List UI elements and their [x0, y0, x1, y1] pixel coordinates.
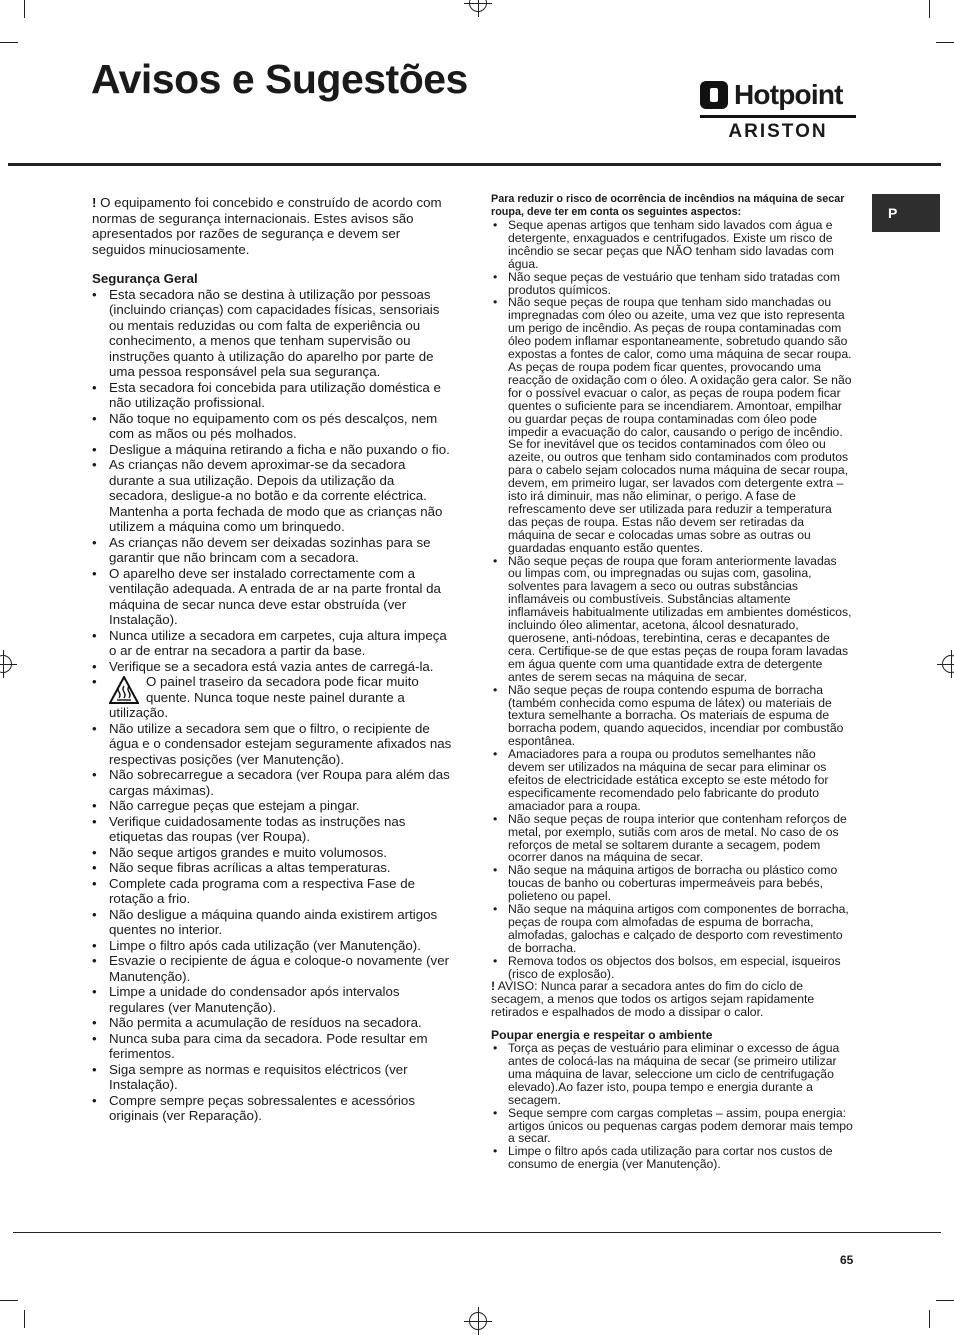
hot-surface-warning-icon: [109, 676, 139, 704]
crop-mark: [936, 42, 954, 43]
list-item: • Não seque peças de vestuário que tenham sido tratadas com produtos químicos.: [491, 271, 853, 297]
list-item: • Não utilize a secadora sem que o filtro, o recipiente de água e o condensador estejam seguramente afixados nas respectivas posições (ver Manutenção).: [92, 721, 452, 768]
hotpoint-logo-icon: [700, 81, 728, 109]
list-item: • Esta secadora não se destina à utilização por pessoas (incluindo crianças) com capacidades físicas, sensoriais ou mentais reduzidas ou com falta de experiência ou conhecimento, a menos que tenham supervisão ou instruções quanto à utilização do aparelho por parte de uma pessoa responsável pela sua segurança.: [92, 287, 452, 380]
brand-logo: [700, 78, 856, 143]
list-item-text: O painel traseiro da secadora pode ficar muito quente. Nunca toque neste painel durante a utilização.: [109, 674, 419, 720]
list-item: • Nunca utilize a secadora em carpetes, cuja altura impeça o ar de entrar na secadora a partir da base.: [92, 628, 452, 659]
list-item: • Não seque peças de roupa que tenham sido manchadas ou impregnadas com óleo ou azeite, uma vez que isto representa um perigo de incêndio. As peças de roupa contaminadas com óleo podem inflamar espontaneamente, sobretudo quando são expostas a fontes de calor, como uma máquina de secar roupa. As peças de roupa podem ficar quentes, provocando uma reacção de oxidação com o óleo. A oxidação gera calor. Se não for o possível evacuar o calor, as peças de roupa podem ficar quentes o suficiente para se incendiarem. Amontoar, empilhar ou guardar peças de roupa contaminadas com óleo pode impedir a evacuação do calor, causando o perigo de incêndio. Se for inevitável que os tecidos contaminados com óleo ou azeite, ou outros que tenham sido contaminados com produtos para o cabelo sejam colocados numa máquina de secar roupa, devem, em primeiro lugar, ser lavados com detergente extra – isto irá diminuir, mas não eliminar, o perigo. A fase de refrescamento deve ser utilizada para reduzir a temperatura das peças de roupa. Estas não devem ser retiradas da máquina de secar e colocadas umas sobre as outras ou guardadas enquanto estão quentes.: [491, 296, 853, 554]
registration-mark-icon: [469, 1312, 487, 1330]
warning-paragraph: [491, 980, 853, 1019]
exclamation-mark: !: [491, 979, 496, 994]
list-item: • Não seque peças de roupa que foram anteriormente lavadas ou limpas com, ou impregnadas ou sujas com, gasolina, solventes para lavagem a seco ou outras substâncias inflamáveis ou combustíveis. Substâncias altamente inflamáveis habitualmente utilizadas em ambientes domésticos, incluindo óleo alimentar, acetona, álcool desnaturado, querosene, anti-nódoas, terebintina, ceras e decapantes de cera. Certifique-se de que estas peças de roupa foram lavadas em água quente com uma quantidade extra de detergente antes de serem secas na máquina de secar.: [491, 555, 853, 684]
crop-mark: [936, 1300, 954, 1301]
list-item: • O aparelho deve ser instalado correctamente com a ventilação adequada. A entrada de ar na parte frontal da máquina de secar nunca deve estar obstruída (ver Instalação).: [92, 566, 452, 628]
page-title: Avisos e Sugestões: [91, 56, 468, 102]
safety-list: [92, 287, 452, 1124]
crop-mark: [24, 1310, 25, 1328]
list-item: • Esta secadora foi concebida para utilização doméstica e não utilização profissional.: [92, 380, 452, 411]
list-item: • Amaciadores para a roupa ou produtos semelhantes não devem ser utilizados na máquina de secar para eliminar os efeitos de electricidade estática excepto se este método for especificamente recomendado pelo fabricante do produto amaciador para a roupa.: [491, 748, 853, 813]
crop-mark: [929, 1310, 930, 1328]
list-item: • Siga sempre as normas e requisitos eléctricos (ver Instalação).: [92, 1062, 452, 1093]
list-item: • Seque apenas artigos que tenham sido lavados com água e detergente, enxaguados e centrifugados. Existe um risco de incêndio se secar peças que NÃO tenham sido lavadas com água.: [491, 219, 853, 271]
list-item: • Verifique se a secadora está vazia antes de carregá-la.: [92, 659, 452, 675]
crop-mark: [0, 1300, 18, 1301]
intro-paragraph: [92, 195, 452, 257]
list-item: • Não toque no equipamento com os pés descalços, nem com as mãos ou pés molhados.: [92, 411, 452, 442]
logo-divider: [700, 115, 856, 118]
list-item: • Seque sempre com cargas completas – assim, poupa energia: artigos únicos ou pequenas cargas podem demorar mais tempo a secar.: [491, 1107, 853, 1146]
list-item: • Esvazie o recipiente de água e coloque-o novamente (ver Manutenção).: [92, 953, 452, 984]
crop-mark: [0, 42, 18, 43]
list-item-hot-surface: [92, 674, 452, 721]
right-column: [491, 193, 853, 1171]
list-item: • Complete cada programa com a respectiva Fase de rotação a frio.: [92, 876, 452, 907]
fire-risk-heading: Para reduzir o risco de ocorrência de incêndios na máquina de secar roupa, deve ter em conta os seguintes aspectos:: [491, 193, 845, 218]
list-item: • Limpe o filtro após cada utilização (ver Manutenção).: [92, 938, 452, 954]
list-item: • Limpe o filtro após cada utilização para cortar nos custos de consumo de energia (ver Manutenção).: [491, 1145, 853, 1171]
language-tab: P: [872, 194, 940, 232]
exclamation-mark: !: [92, 195, 97, 210]
list-item: • Não sobrecarregue a secadora (ver Roupa para além das cargas máximas).: [92, 767, 452, 798]
list-item: • Nunca suba para cima da secadora. Pode resultar em ferimentos.: [92, 1031, 452, 1062]
list-item: • Não seque peças de roupa interior que contenham reforços de metal, por exemplo, sutiãs com aros de metal. No caso de os reforços de metal se soltarem durante a secagem, podem ocorrer danos na máquina de secar.: [491, 813, 853, 865]
list-item: • Não seque peças de roupa contendo espuma de borracha (também conhecida como espuma de látex) ou materiais de textura semelhante a borracha. Os materiais de espuma de borracha podem, quando aquecidos, incendiar por combustão espontânea.: [491, 684, 853, 749]
section-title-general-safety: Segurança Geral: [92, 271, 198, 286]
list-item: • Não desligue a máquina quando ainda existirem artigos quentes no interior.: [92, 907, 452, 938]
energy-list: [491, 1042, 853, 1171]
list-item: • Desligue a máquina retirando a ficha e não puxando o fio.: [92, 442, 452, 458]
list-item: • Não seque fibras acrílicas a altas temperaturas.: [92, 860, 452, 876]
list-item: • As crianças não devem aproximar-se da secadora durante a sua utilização. Depois da utilização da secadora, desligue-a no botão e da corrente eléctrica. Mantenha a porta fechada de modo que as crianças não utilizem a máquina como um brinquedo.: [92, 457, 452, 535]
list-item: • Não seque na máquina artigos com componentes de borracha, peças de roupa com almofadas de espuma de borracha, almofadas, galochas e calçado de desporto com revestimento de borracha.: [491, 903, 853, 955]
brand-subname: ARISTON: [728, 121, 828, 142]
list-item: • Não seque artigos grandes e muito volumosos.: [92, 845, 452, 861]
list-item: • Não seque na máquina artigos de borracha ou plástico como toucas de banho ou coberturas impermeáveis para bebés, polieteno ou papel.: [491, 864, 853, 903]
list-item: • Verifique cuidadosamente todas as instruções nas etiquetas das roupas (ver Roupa).: [92, 814, 452, 845]
list-item: • Não carregue peças que estejam a pingar.: [92, 798, 452, 814]
registration-mark-icon: [942, 655, 954, 673]
list-item: • Torça as peças de vestuário para eliminar o excesso de água antes de colocá-las na máquina de secar (se primeiro utilizar uma máquina de lavar, seleccione um ciclo de centrifugação elevado).Ao fazer isto, poupa tempo e energia durante a secagem.: [491, 1042, 853, 1107]
header-rule: [8, 163, 941, 166]
list-item: • Compre sempre peças sobressalentes e acessórios originais (ver Reparação).: [92, 1093, 452, 1124]
list-item: • Remova todos os objectos dos bolsos, em especial, isqueiros (risco de explosão).: [491, 955, 853, 981]
list-item: • Limpe a unidade do condensador após intervalos regulares (ver Manutenção).: [92, 984, 452, 1015]
crop-mark: [24, 0, 25, 18]
intro-text: O equipamento foi concebido e construído de acordo com normas de segurança internacionais. Estes avisos são apresentados por razões de segurança e devem ser seguidos minuciosamente.: [92, 195, 442, 257]
list-item: • As crianças não devem ser deixadas sozinhas para se garantir que não brincam com a secadora.: [92, 535, 452, 566]
brand-name: Hotpoint: [734, 79, 843, 110]
page-number: 65: [840, 1253, 854, 1267]
left-column: [92, 195, 452, 1124]
registration-mark-icon: [469, 0, 487, 12]
registration-mark-icon: [0, 655, 12, 673]
fire-risk-list: [491, 219, 853, 980]
warning-text: AVISO: Nunca parar a secadora antes do fim do ciclo de secagem, a menos que todos os artigos sejam rapidamente retirados e espalhados de modo a dissipar o calor.: [491, 979, 815, 1020]
section-title-energy: Poupar energia e respeitar o ambiente: [491, 1028, 713, 1043]
crop-mark: [929, 0, 930, 18]
list-item: • Não permita a acumulação de resíduos na secadora.: [92, 1015, 452, 1031]
footer-rule: [13, 1232, 941, 1233]
